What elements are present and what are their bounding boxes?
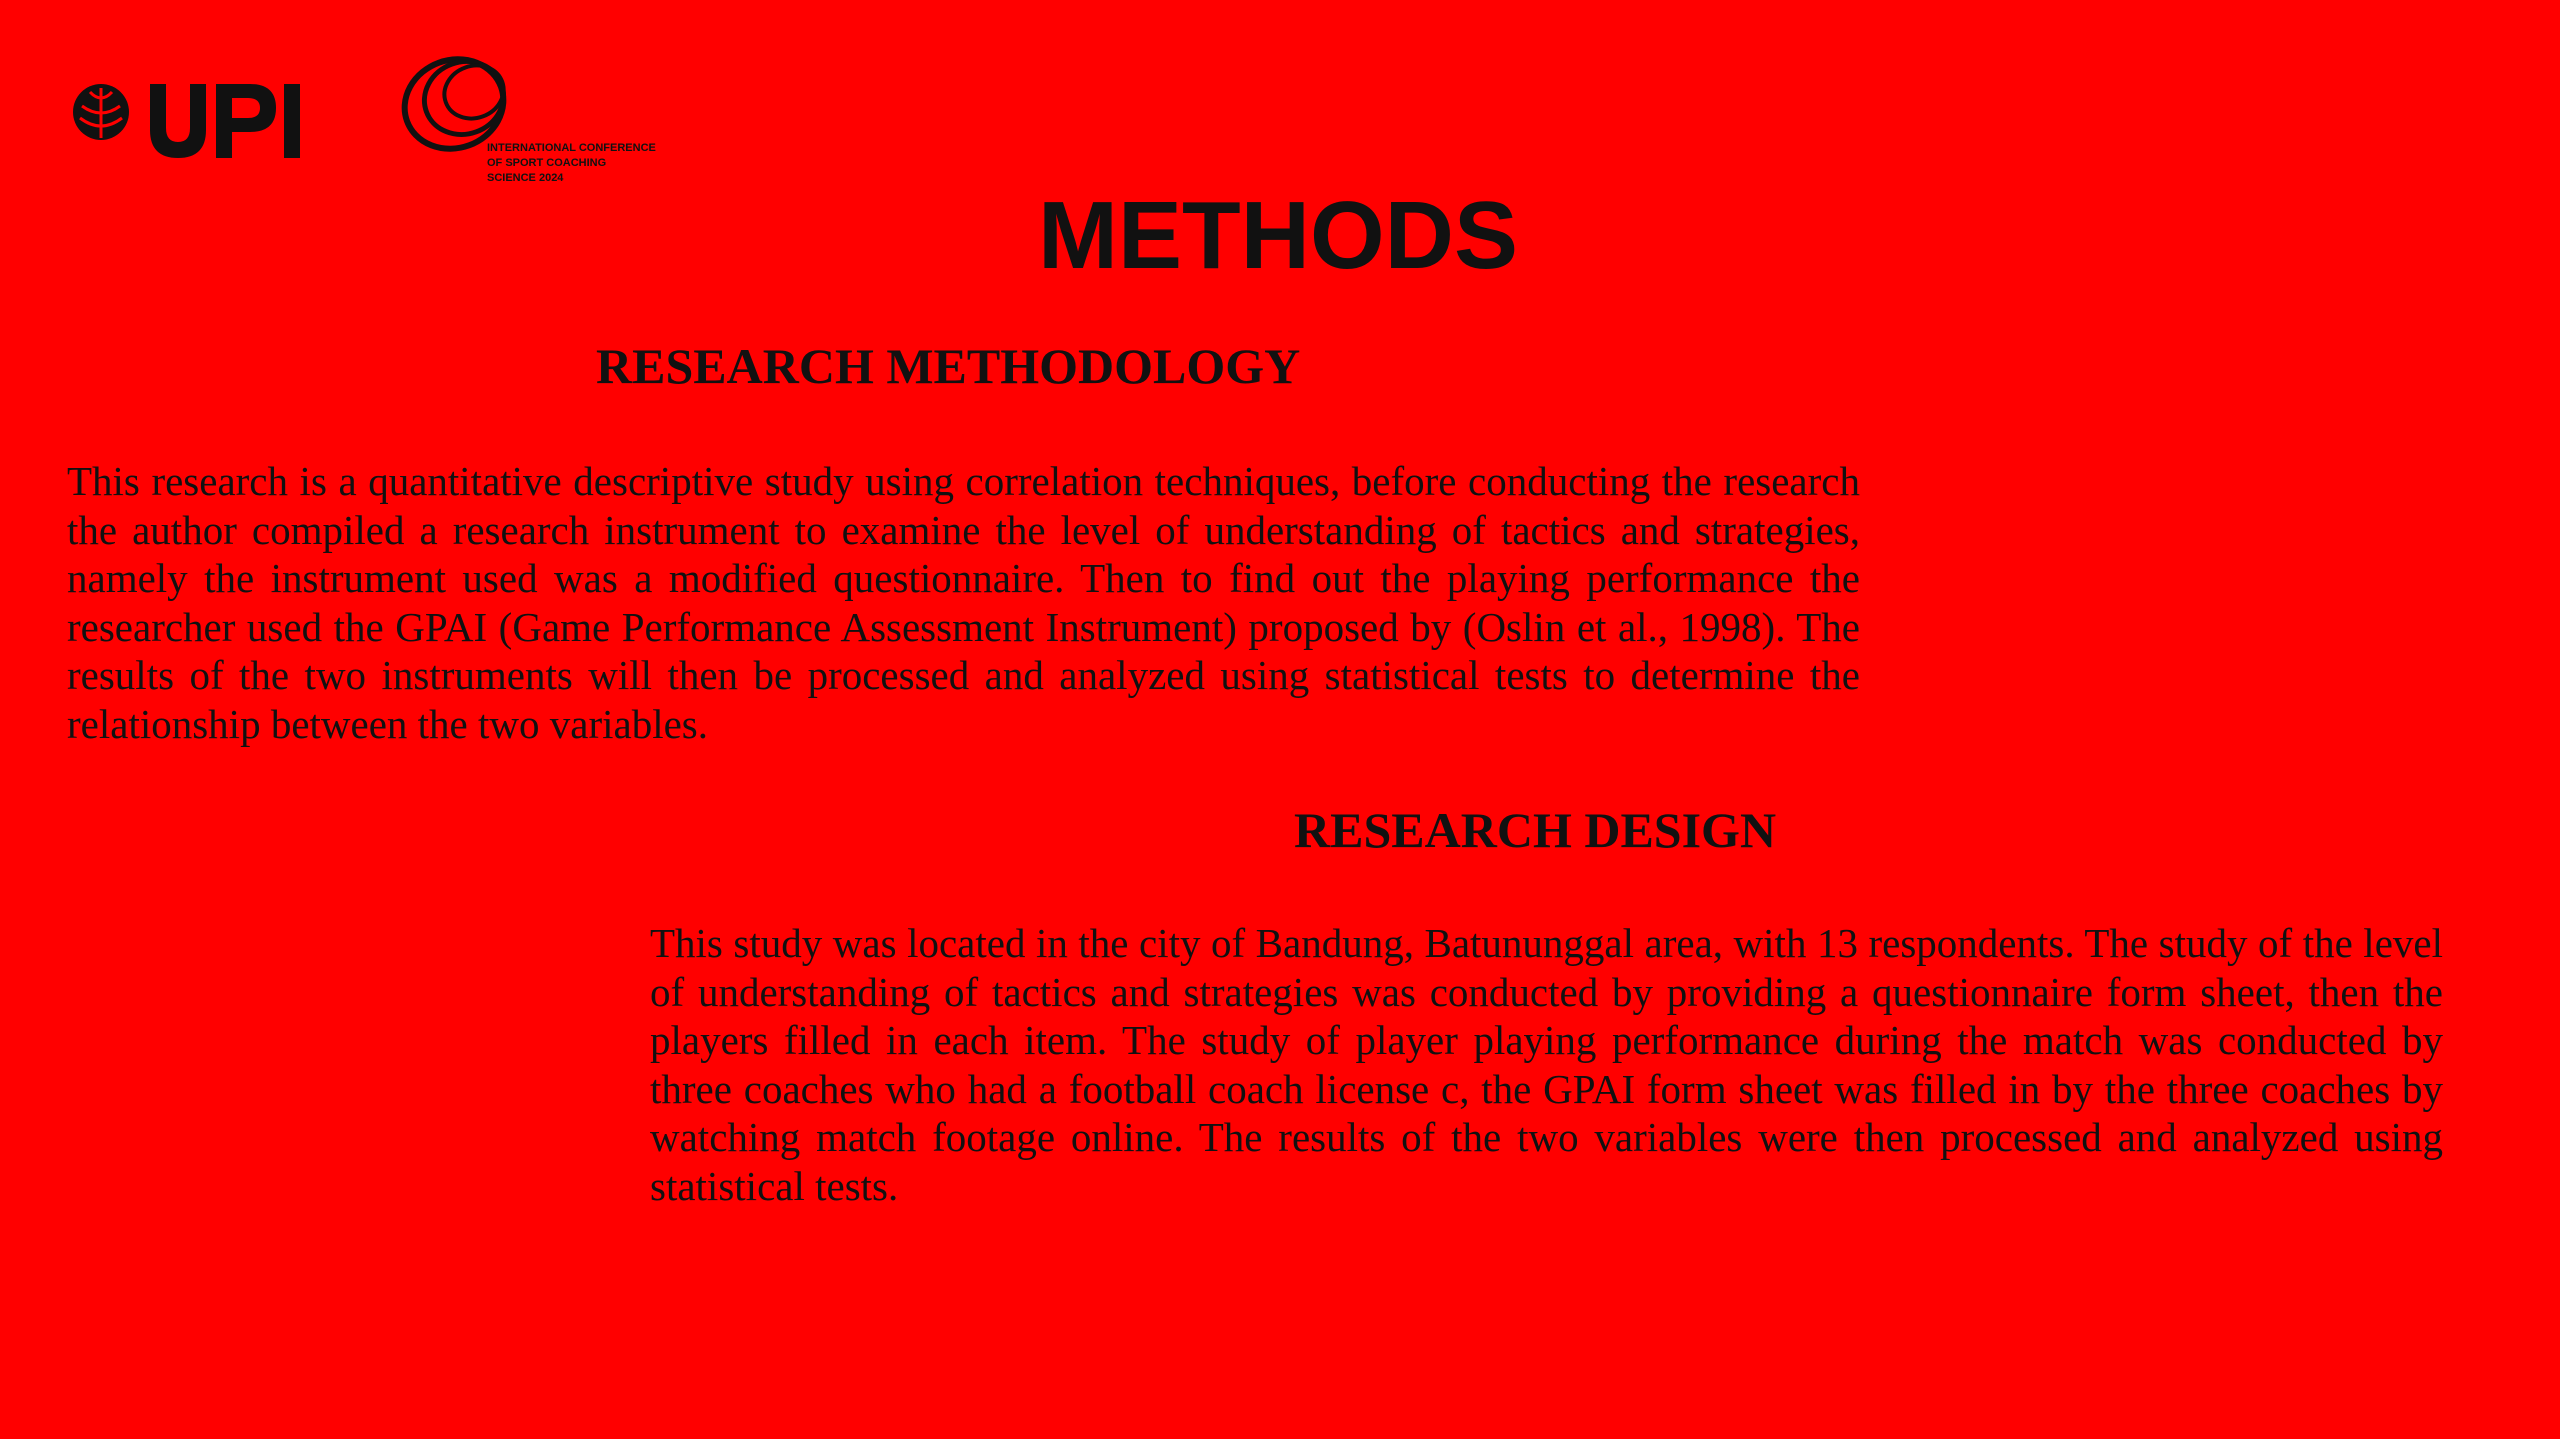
conference-rings-icon [392,52,732,192]
conference-logo [392,52,732,192]
upi-logo [70,76,310,162]
conference-line-1: INTERNATIONAL CONFERENCE [487,142,656,154]
conference-line-2: OF SPORT COACHING [487,157,607,169]
research-design-heading: RESEARCH DESIGN [1294,802,1777,858]
conference-line-3: SCIENCE 2024 [487,172,564,184]
page-title-text: METHODS [1038,182,1518,289]
upi-emblem-icon [70,76,310,162]
research-design-paragraph: This study was located in the city of Bandung, Batununggal area, with 13 respondents. The study of the level of understanding of tactics and strategies was conducted by providing a questionnaire form sheet, then the players filled in each item. The study of player playing performance during the match was conducted by three coaches who had a football coach license c, the GPAI form sheet was filled in by the three coaches by watching match footage online. The results of the two variables were then processed and analyzed using statistical tests. [650,920,2443,1209]
page-title [0,176,2560,296]
research-methodology-heading: RESEARCH METHODOLOGY [596,338,1301,394]
research-methodology-paragraph: This research is a quantitative descriptive study using correlation techniques, before conducting the research the author compiled a research instrument to examine the level of understanding of tactics and strategies, namely the instrument used was a modified questionnaire. Then to find out the playing performance the researcher used the GPAI (Game Performance Assessment Instrument) proposed by (Oslin et al., 1998). The results of the two instruments will then be processed and analyzed using statistical tests to determine the relationship between the two variables. [67,458,1860,747]
